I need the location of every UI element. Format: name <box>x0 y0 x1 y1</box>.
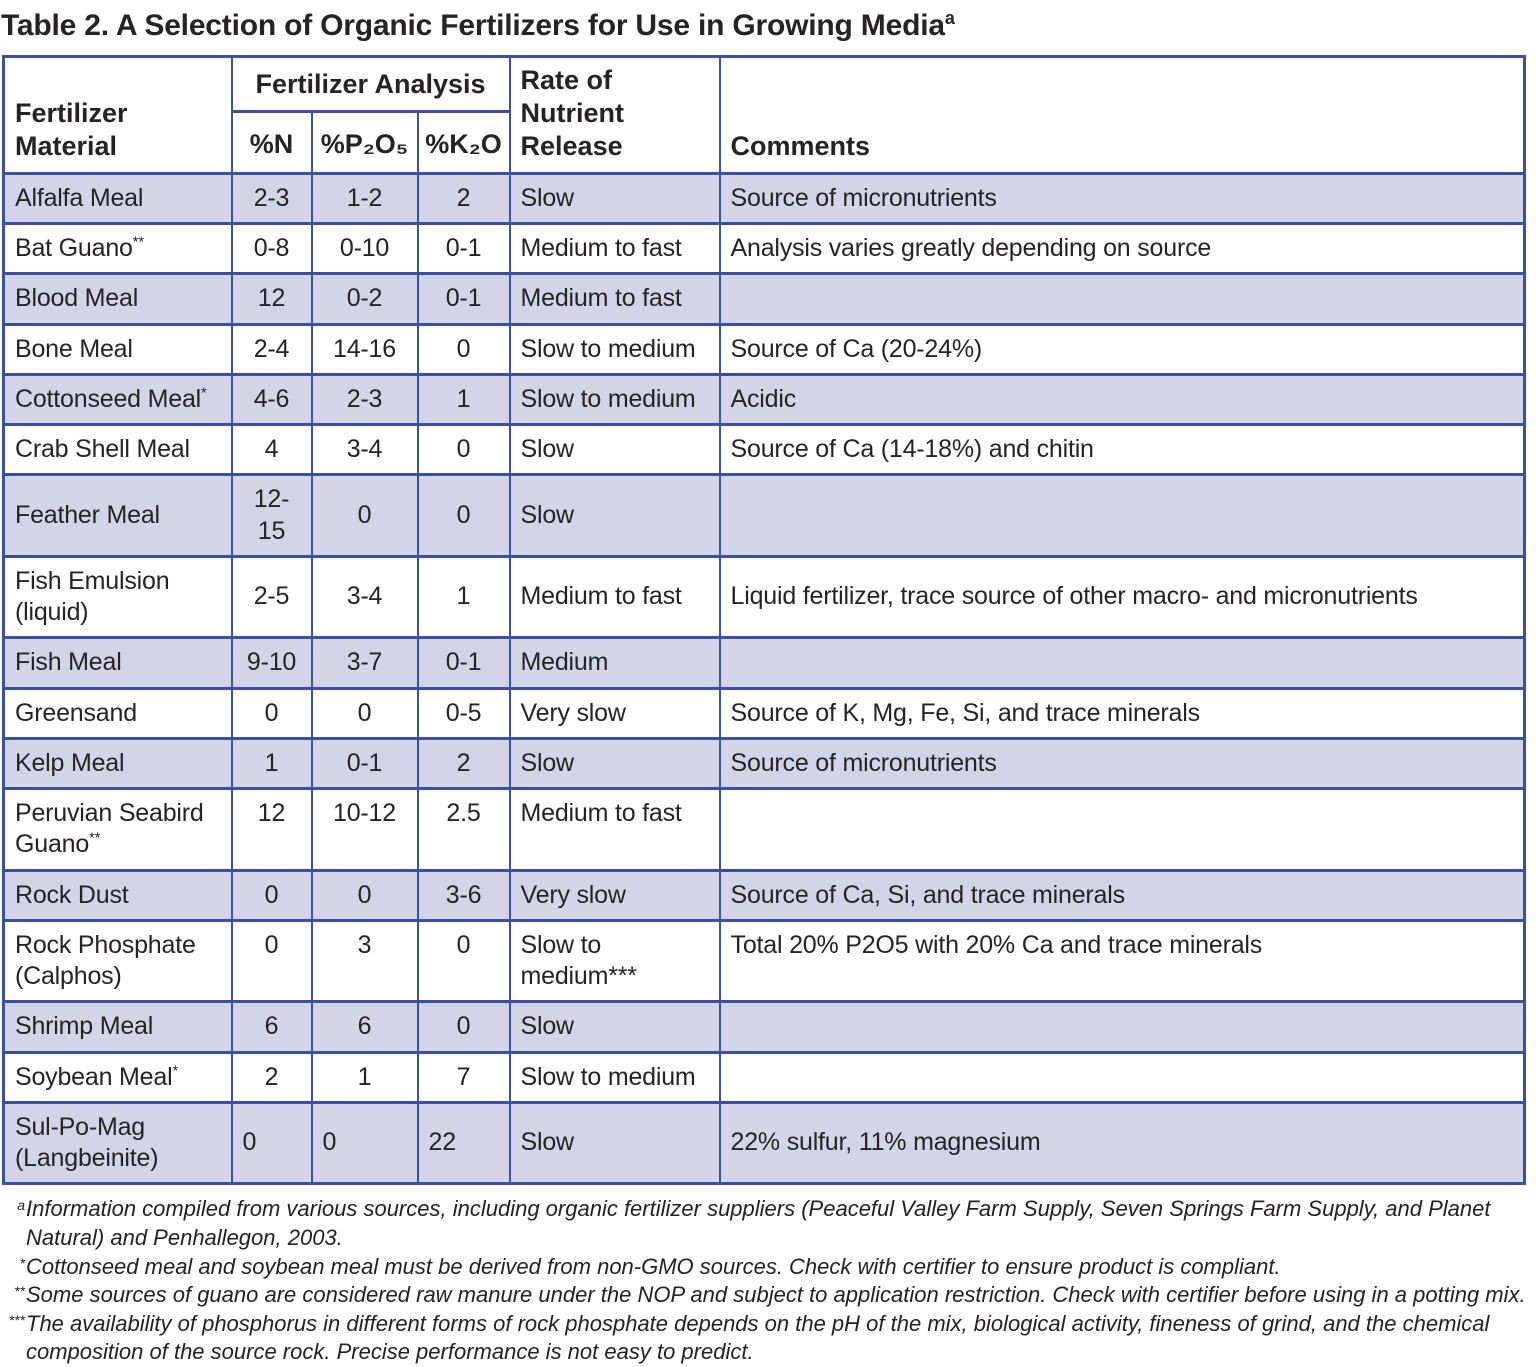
cell-fertilizer-material: Bat Guano** <box>4 224 232 274</box>
header-group-row <box>4 57 1525 112</box>
cell-percent-n: 0 <box>232 1102 312 1184</box>
cell-percent-p2o5: 2-3 <box>312 374 418 424</box>
footnote-marker: ** <box>14 1283 25 1300</box>
cell-comments <box>720 1002 1525 1052</box>
cell-rate-of-nutrient-release: Medium to fast <box>510 224 720 274</box>
cell-percent-p2o5: 3-4 <box>312 556 418 638</box>
cell-comments: 22% sulfur, 11% magnesium <box>720 1102 1525 1184</box>
cell-comments: Source of K, Mg, Fe, Si, and trace minerals <box>720 688 1525 738</box>
cell-percent-p2o5: 0-10 <box>312 224 418 274</box>
cell-rate-of-nutrient-release: Slow to medium <box>510 1052 720 1102</box>
cell-percent-k2o: 1 <box>418 374 510 424</box>
cell-percent-n: 6 <box>232 1002 312 1052</box>
col-header-percent-p2o5: %P₂O₅ <box>312 112 418 173</box>
footnote-marker: a <box>17 1197 25 1214</box>
footnote-text: The availability of phosphorus in different forms of rock phosphate depends on the pH of the mix, biological activity, fineness of grind, and the chemical composition of the source rock. Precise performance is not easy to predict. <box>26 1310 1490 1365</box>
cell-percent-k2o: 2.5 <box>418 789 510 871</box>
cell-rate-of-nutrient-release: Slow to medium <box>510 324 720 374</box>
cell-percent-p2o5: 3-4 <box>312 425 418 475</box>
table-body <box>4 173 1525 1184</box>
cell-rate-of-nutrient-release: Medium to fast <box>510 789 720 871</box>
cell-rate-of-nutrient-release: Slow to medium <box>510 374 720 424</box>
table-row <box>4 374 1525 424</box>
cell-comments: Source of micronutrients <box>720 173 1525 223</box>
cell-rate-of-nutrient-release: Slow <box>510 1002 720 1052</box>
cell-percent-n: 0-8 <box>232 224 312 274</box>
cell-percent-k2o: 0-5 <box>418 688 510 738</box>
cell-fertilizer-material: Bone Meal <box>4 324 232 374</box>
cell-percent-n: 12 <box>232 274 312 324</box>
cell-percent-k2o: 0 <box>418 324 510 374</box>
cell-comments: Source of micronutrients <box>720 738 1525 788</box>
cell-percent-k2o: 7 <box>418 1052 510 1102</box>
table-row <box>4 638 1525 688</box>
cell-percent-p2o5: 0 <box>312 870 418 920</box>
footnote-marker: *** <box>8 1311 25 1328</box>
cell-percent-k2o: 0 <box>418 425 510 475</box>
cell-rate-of-nutrient-release: Slow <box>510 173 720 223</box>
col-header-percent-k2o: %K₂O <box>418 112 510 173</box>
cell-percent-n: 12-15 <box>232 475 312 557</box>
cell-percent-n: 2-3 <box>232 173 312 223</box>
cell-comments <box>720 638 1525 688</box>
cell-percent-k2o: 0-1 <box>418 274 510 324</box>
cell-fertilizer-material: Shrimp Meal <box>4 1002 232 1052</box>
table-row <box>4 274 1525 324</box>
cell-comments: Acidic <box>720 374 1525 424</box>
cell-fertilizer-material: Alfalfa Meal <box>4 173 232 223</box>
cell-percent-p2o5: 3 <box>312 920 418 1002</box>
cell-fertilizer-material: Rock Phosphate (Calphos) <box>4 920 232 1002</box>
cell-rate-of-nutrient-release: Slow <box>510 475 720 557</box>
table-row <box>4 688 1525 738</box>
cell-fertilizer-material: Soybean Meal* <box>4 1052 232 1102</box>
footnote-marker: * <box>172 1063 179 1080</box>
cell-percent-p2o5: 1-2 <box>312 173 418 223</box>
cell-rate-of-nutrient-release: Slow <box>510 425 720 475</box>
footnote-text: Some sources of guano are considered raw manure under the NOP and subject to application restriction. Check with certifier before using in a potting mix. <box>26 1282 1526 1308</box>
cell-percent-p2o5: 0 <box>312 1102 418 1184</box>
footnote <box>17 1195 1530 1252</box>
footnote-text: Information compiled from various sources, including organic fertilizer suppliers (Peaceful Valley Farm Supply, Seven Springs Farm Supply, and Planet Natural) and Penhallegon, 2003. <box>26 1196 1491 1250</box>
cell-percent-n: 2 <box>232 1052 312 1102</box>
footnotes <box>0 1195 1536 1367</box>
cell-fertilizer-material: Peruvian Seabird Guano** <box>4 789 232 871</box>
cell-fertilizer-material: Greensand <box>4 688 232 738</box>
table-title <box>0 0 1536 43</box>
cell-percent-p2o5: 0 <box>312 688 418 738</box>
cell-percent-n: 4 <box>232 425 312 475</box>
col-header-percent-n: %N <box>232 112 312 173</box>
col-header-comments: Comments <box>720 57 1525 174</box>
cell-percent-p2o5: 0 <box>312 475 418 557</box>
footnote-marker: * <box>19 1254 25 1271</box>
cell-comments: Source of Ca (20-24%) <box>720 324 1525 374</box>
cell-rate-of-nutrient-release: Medium to fast <box>510 556 720 638</box>
table-row <box>4 475 1525 557</box>
cell-rate-of-nutrient-release: Slow to medium*** <box>510 920 720 1002</box>
cell-fertilizer-material: Sul-Po-Mag (Langbeinite) <box>4 1102 232 1184</box>
cell-comments: Total 20% P2O5 with 20% Ca and trace minerals <box>720 920 1525 1002</box>
footnote-marker: ** <box>89 830 101 847</box>
table-row <box>4 1002 1525 1052</box>
cell-percent-n: 0 <box>232 688 312 738</box>
cell-fertilizer-material: Rock Dust <box>4 870 232 920</box>
cell-percent-n: 0 <box>232 920 312 1002</box>
cell-percent-k2o: 2 <box>418 738 510 788</box>
cell-fertilizer-material: Crab Shell Meal <box>4 425 232 475</box>
cell-rate-of-nutrient-release: Slow <box>510 1102 720 1184</box>
table-row <box>4 738 1525 788</box>
cell-fertilizer-material: Feather Meal <box>4 475 232 557</box>
cell-percent-k2o: 0 <box>418 1002 510 1052</box>
table-row <box>4 1102 1525 1184</box>
table-row <box>4 789 1525 871</box>
cell-rate-of-nutrient-release: Slow <box>510 738 720 788</box>
cell-percent-n: 2-5 <box>232 556 312 638</box>
table-row <box>4 556 1525 638</box>
table-header <box>4 57 1525 174</box>
cell-percent-p2o5: 14-16 <box>312 324 418 374</box>
cell-fertilizer-material: Kelp Meal <box>4 738 232 788</box>
cell-fertilizer-material: Fish Meal <box>4 638 232 688</box>
table-row <box>4 324 1525 374</box>
footnote <box>8 1310 1530 1367</box>
table-row <box>4 425 1525 475</box>
cell-percent-k2o: 0 <box>418 475 510 557</box>
cell-percent-k2o: 3-6 <box>418 870 510 920</box>
cell-percent-k2o: 0 <box>418 920 510 1002</box>
cell-percent-p2o5: 0-2 <box>312 274 418 324</box>
col-header-rate-of-nutrient-release: Rate of Nutrient Release <box>510 57 720 174</box>
cell-comments <box>720 789 1525 871</box>
table-title-footnote-marker: a <box>944 8 955 28</box>
footnote-text: Cottonseed meal and soybean meal must be derived from non-GMO sources. Check with certifier to ensure product is compliant. <box>26 1253 1281 1279</box>
cell-percent-n: 4-6 <box>232 374 312 424</box>
footnote <box>14 1281 1530 1310</box>
table-row <box>4 920 1525 1002</box>
cell-rate-of-nutrient-release: Very slow <box>510 870 720 920</box>
cell-percent-p2o5: 10-12 <box>312 789 418 871</box>
cell-percent-k2o: 2 <box>418 173 510 223</box>
table-row <box>4 224 1525 274</box>
footnote-marker: ** <box>132 234 145 251</box>
cell-percent-n: 12 <box>232 789 312 871</box>
cell-percent-k2o: 1 <box>418 556 510 638</box>
table-title-text: Table 2. A Selection of Organic Fertilizers for Use in Growing Media <box>1 9 945 42</box>
cell-percent-p2o5: 1 <box>312 1052 418 1102</box>
footnote-marker: * <box>201 385 207 402</box>
cell-comments: Analysis varies greatly depending on source <box>720 224 1525 274</box>
cell-percent-k2o: 22 <box>418 1102 510 1184</box>
cell-rate-of-nutrient-release: Medium <box>510 638 720 688</box>
cell-fertilizer-material: Fish Emulsion (liquid) <box>4 556 232 638</box>
cell-percent-n: 0 <box>232 870 312 920</box>
cell-comments: Liquid fertilizer, trace source of other macro- and micronutrients <box>720 556 1525 638</box>
cell-percent-k2o: 0-1 <box>418 638 510 688</box>
table-row <box>4 870 1525 920</box>
footnote <box>19 1253 1530 1282</box>
cell-fertilizer-material: Cottonseed Meal* <box>4 374 232 424</box>
cell-percent-n: 1 <box>232 738 312 788</box>
cell-rate-of-nutrient-release: Very slow <box>510 688 720 738</box>
col-header-fertilizer-material: Fertilizer Material <box>4 57 232 174</box>
cell-comments: Source of Ca (14-18%) and chitin <box>720 425 1525 475</box>
cell-percent-p2o5: 0-1 <box>312 738 418 788</box>
cell-percent-n: 9-10 <box>232 638 312 688</box>
table-row <box>4 173 1525 223</box>
cell-comments: Source of Ca, Si, and trace minerals <box>720 870 1525 920</box>
cell-fertilizer-material: Blood Meal <box>4 274 232 324</box>
table-row <box>4 1052 1525 1102</box>
cell-comments <box>720 274 1525 324</box>
cell-percent-n: 2-4 <box>232 324 312 374</box>
cell-percent-k2o: 0-1 <box>418 224 510 274</box>
col-header-fertilizer-analysis: Fertilizer Analysis <box>232 57 510 112</box>
cell-percent-p2o5: 3-7 <box>312 638 418 688</box>
cell-percent-p2o5: 6 <box>312 1002 418 1052</box>
cell-rate-of-nutrient-release: Medium to fast <box>510 274 720 324</box>
cell-comments <box>720 475 1525 557</box>
fertilizer-table <box>2 55 1526 1185</box>
cell-comments <box>720 1052 1525 1102</box>
